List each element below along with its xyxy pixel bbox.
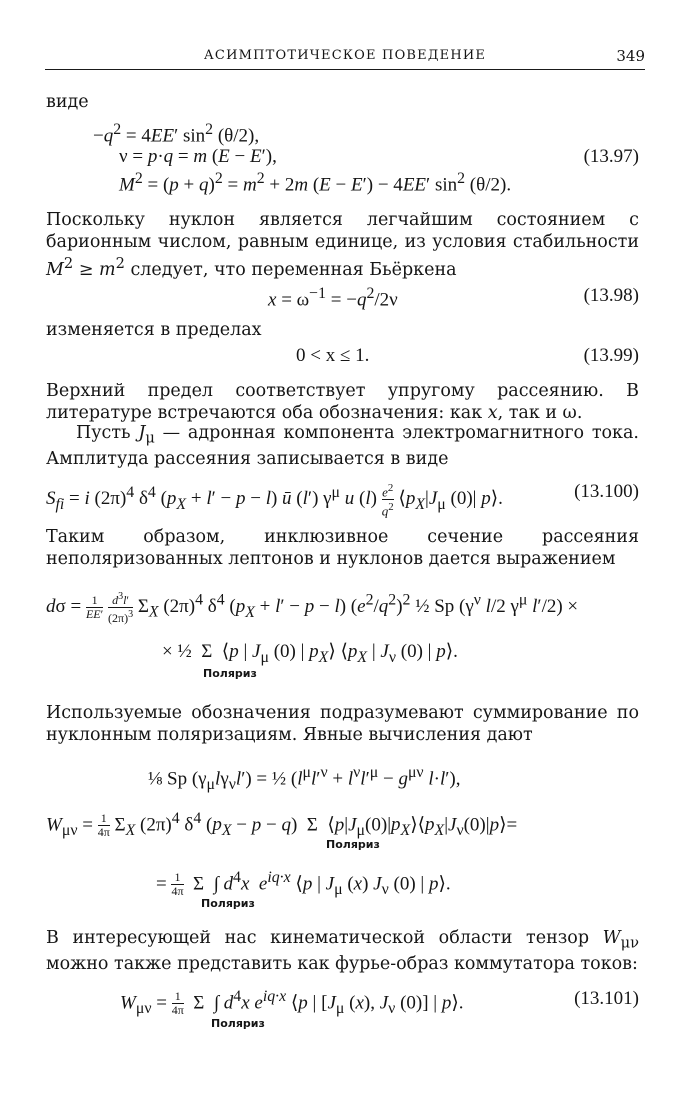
text-vide: виде bbox=[46, 92, 89, 112]
eq-13-101-number: (13.101) bbox=[574, 988, 639, 1009]
eq-13-100-number: (13.100) bbox=[574, 481, 639, 502]
eq-dsigma-line-2: × ½ Σ ⟨p | $J_\mu$ (0) | $p_X⟩$ $⟨p_X$ | $J_\nu$ (0) | p⟩. bbox=[162, 641, 458, 666]
eq-13-97-number: (13.97) bbox=[583, 146, 639, 167]
eq-13-101: $W_{\mu\nu} = 1$ 4π Σ ∫ $d^4x$ $e^{iq\cdot x}$ ⟨p | [$J_\mu$ (x), $J_\nu$ (0)] | p⟩. bbox=[120, 988, 464, 1018]
eq-13-98-number: (13.98) bbox=[583, 285, 639, 306]
eq-13-97-line-1: $-q^2 = 4EE'$ $\sin^2 (\theta/2)$, bbox=[93, 121, 260, 147]
eq-trace: ⅛ Sp $(\gamma_\mu l\gamma_\nu l')$ = ½ ($l^\mu l'^\nu + l^\nu l'^\mu - g^{\mu\nu}$ l·l′), bbox=[148, 764, 461, 794]
paragraph-3: Пусть $J_\mu$ — адронная компонента электромагнитного тока. Амплитуда рассеяния записывается в виде bbox=[46, 423, 639, 469]
eq-13-99-number: (13.99) bbox=[583, 345, 639, 366]
eq-13-100: $S_{fi} = i$ $(2\pi)^4$ $\delta^4$ $(p_X + l' - p - l)$ ū (l′) $\gamma^\mu$ u (l) $e^2$ $q^2$ $⟨p_X|J_\mu$ (0)| p⟩. bbox=[46, 482, 503, 519]
sum-label-polyariz-3: Поляриз bbox=[201, 897, 255, 910]
eq-W-line-1: $W_{\mu\nu} = 1$ 4π $\Sigma_X$ $(2\pi)^4$ $\delta^4$ $(p_X - p - q)$ Σ $⟨p|J_\mu(0)|p_X⟩⟨p_X|J_\nu(0)|p⟩=$ bbox=[46, 810, 518, 840]
eq-13-97-line-3: $M^2 = (p + q)^2 = m^2 + 2m$ (E − E′) − 4EE′ $\sin^2 (\theta/2)$. bbox=[119, 170, 512, 196]
paragraph-6: В интересующей нас кинематической области тензор $W_{\mu\nu}$ можно также представить как фурье-образ коммутатора токов: bbox=[46, 928, 639, 974]
eq-13-99: 0 < x ≤ 1. bbox=[296, 345, 370, 366]
paragraph-5: Используемые обозначения подразумевают суммирование по нуклонным поляризациям. Явные вычисления дают bbox=[46, 703, 639, 745]
eq-13-98: $x = \omega^{-1} = -q^2/2\nu$ bbox=[268, 285, 398, 311]
sum-label-polyariz-4: Поляриз bbox=[211, 1017, 265, 1030]
paragraph-4: Таким образом, инклюзивное сечение рассеяния неполяризованных лептонов и нуклонов дается выражением bbox=[46, 527, 639, 569]
eq-dsigma-line-1: dσ = 1 EE′ $d^3l'$ $(2\pi)^3$ $\Sigma_X$ $(2\pi)^4$ $\delta^4$ $(p_X + l' - p - l)$ $(e^2/q^2)^2$ ½ Sp ($\gamma^\nu$ l/2 $\gamma^\mu$ l′/2) × bbox=[46, 591, 579, 625]
running-title: АСИМПТОТИЧЕСКОЕ ПОВЕДЕНИЕ bbox=[203, 48, 487, 63]
paragraph-2: Верхний предел соответствует упругому рассеянию. В литературе встречаются оба обозначения: как x, так и ω. bbox=[46, 381, 639, 423]
page-header bbox=[45, 45, 645, 70]
sum-label-polyariz-1: Поляриз bbox=[203, 667, 257, 680]
paragraph-1: Поскольку нуклон является легчайшим состоянием с барионным числом, равным единице, из условия стабильности $M^2 \ge m^2$ следует, что переменная Бьёркена bbox=[46, 210, 639, 280]
eq-W-line-2: = 1 4π Σ ∫ $d^4x$ $e^{iq\cdot x}$ ⟨p | $J_\mu$ (x) $J_\nu$ (0) | p⟩. bbox=[156, 869, 451, 899]
text-izm: изменяется в пределах bbox=[46, 320, 262, 340]
sum-label-polyariz-2: Поляриз bbox=[326, 838, 380, 851]
eq-13-97-line-2: ν = p·q = m (E − E′), bbox=[119, 146, 277, 167]
page-number: 349 bbox=[616, 47, 645, 65]
